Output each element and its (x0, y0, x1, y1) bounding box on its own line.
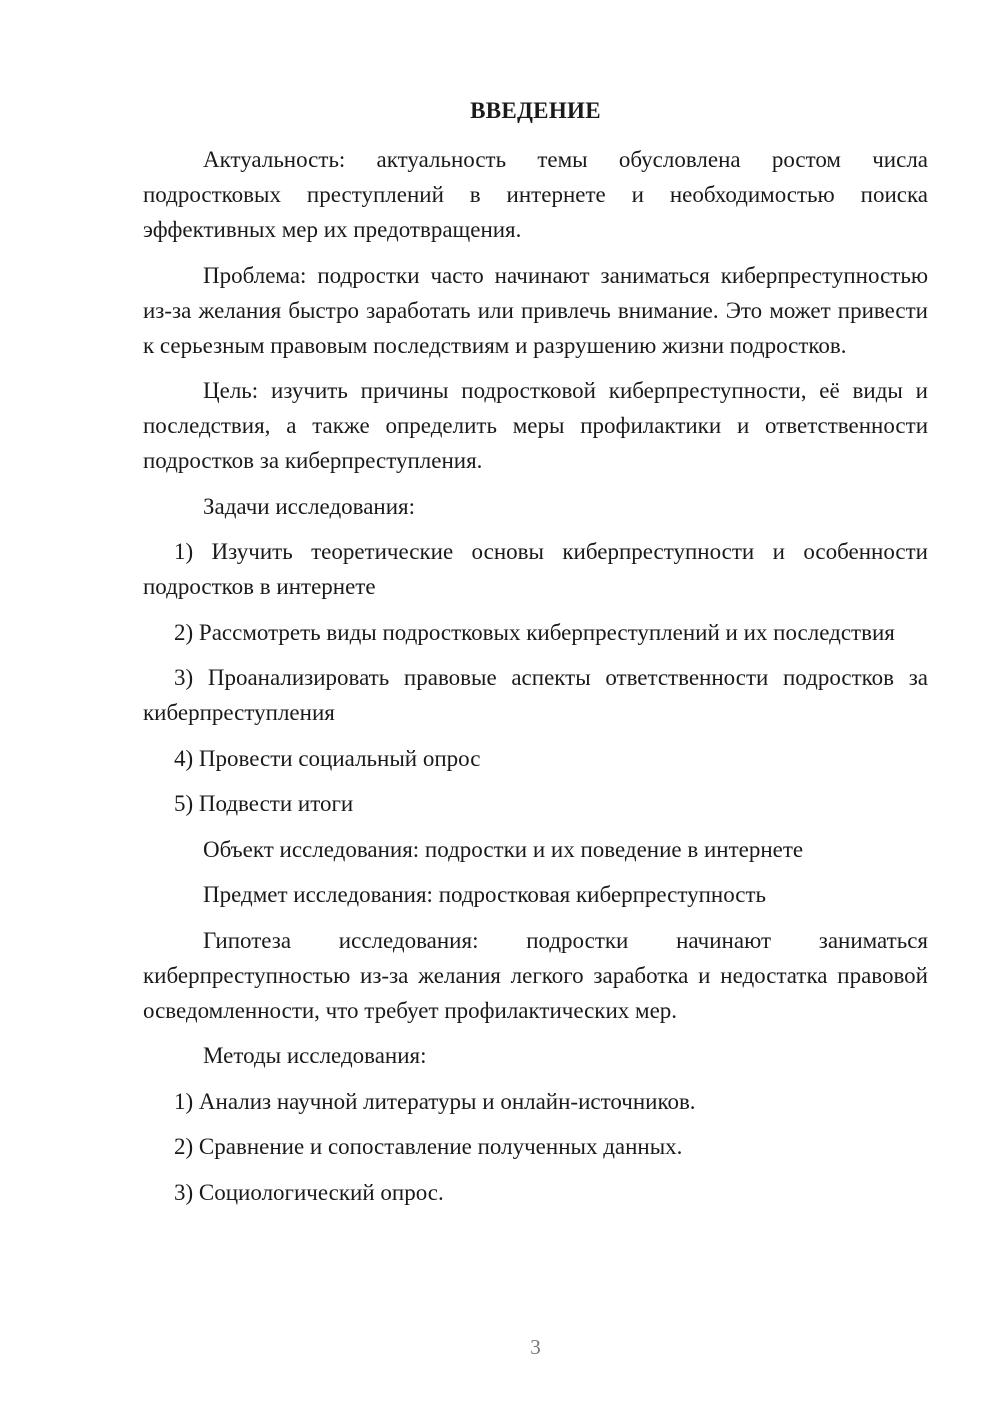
paragraph-object: Объект исследования: подростки и их поведение в интернете (203, 836, 804, 862)
list-item-method-2: 2) Сравнение и сопоставление полученных данных. (174, 1134, 683, 1159)
list-item-task-3: 3) Проанализировать правовые аспекты ответственности подростков за киберпреступления (143, 665, 928, 725)
list-item-task-5: 5) Подвести итоги (174, 791, 354, 816)
paragraph-goal: Цель: изучить причины подростковой киберпреступности, её виды и последствия, а также определить меры профилактики и ответственности подростков за киберпреступления. (143, 378, 928, 473)
paragraph-problem: Проблема: подростки часто начинают заниматься киберпреступностью из-за желания быстро заработать или привлечь внимание. Это может привести к серьезным правовым последствиям и разрушению жизни подростков. (143, 262, 928, 358)
paragraph-relevance: Актуальность: актуальность темы обусловлена ростом числа подростковых преступлений в интернете и необходимостью поиска эффективных мер их предотвращения. (143, 147, 928, 242)
document-body (143, 142, 928, 1220)
paragraph-tasks-heading: Задачи исследования: (203, 493, 416, 519)
list-item-task-1: 1) Изучить теоретические основы киберпреступности и особенности подростков в интернете (143, 539, 928, 599)
list-item-method-1: 1) Анализ научной литературы и онлайн-источников. (174, 1088, 696, 1114)
section-title: ВВЕДЕНИЕ (470, 98, 601, 123)
document-page (143, 0, 928, 1414)
page-number: 3 (530, 1335, 541, 1359)
list-item-method-3: 3) Социологический опрос. (174, 1179, 444, 1205)
paragraph-hypothesis: Гипотеза исследования: подростки начинают заниматься киберпреступностью из-за желания легкого заработка и недостатка правовой осведомленности, что требует профилактических мер. (143, 927, 928, 1023)
paragraph-subject: Предмет исследования: подростковая киберпреступность (203, 882, 767, 907)
paragraph-methods-heading: Методы исследования: (203, 1043, 427, 1068)
list-item-task-4: 4) Провести социальный опрос (174, 745, 481, 771)
list-item-task-2: 2) Рассмотреть виды подростковых киберпреступлений и их последствия (174, 619, 895, 645)
